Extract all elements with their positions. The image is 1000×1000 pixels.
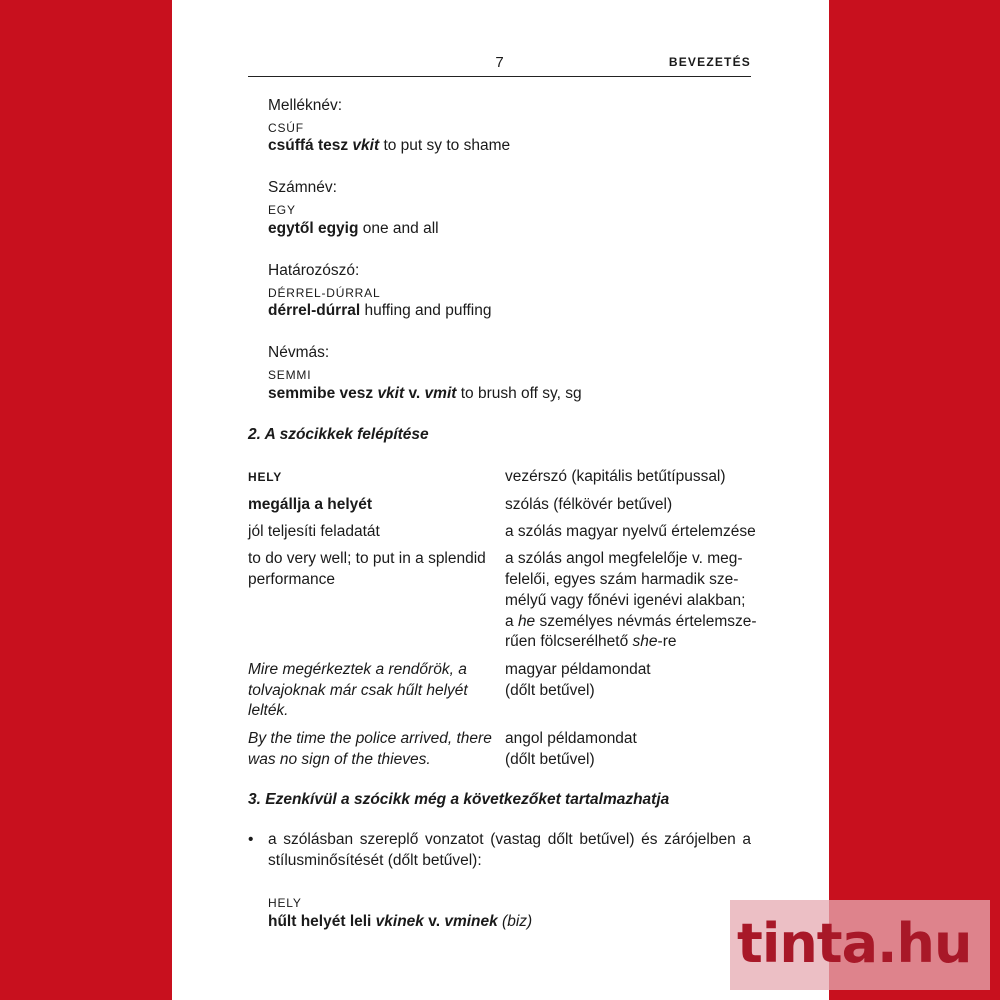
headword-csuf: CSÚF <box>268 121 304 135</box>
idiom-example-hely: hűlt helyét leli vkinek v. vminek (biz) <box>268 913 533 930</box>
pos-label-adjective: Melléknév: <box>268 97 343 114</box>
row2-right: szólás (félkövér betűvel) <box>505 496 673 513</box>
bullet-icon: • <box>248 831 254 848</box>
bullet-line2: stílusminősítését (dőlt betűvel): <box>268 852 482 869</box>
section-title: BEVEZETÉS <box>668 55 751 69</box>
idiom-line-1: csúffá tesz vkit to put sy to shame <box>268 137 511 154</box>
row6-left-line1: By the time the police arrived, there <box>248 730 492 747</box>
page-number: 7 <box>495 54 504 71</box>
headword-semmi: SEMMI <box>268 368 312 382</box>
row1-right: vezérszó (kapitális betűtípussal) <box>505 468 726 485</box>
pos-label-numeral: Számnév: <box>268 179 337 196</box>
row4-right-line3: mélyű vagy főnévi igenévi alakban; <box>505 592 746 609</box>
row5-left-line1: Mire megérkeztek a rendőrök, a <box>248 661 467 678</box>
row2-left: megállja a helyét <box>248 496 373 513</box>
running-header <box>248 54 751 77</box>
row4-right-line5: rűen fölcserélhető she-re <box>505 633 677 650</box>
row4-left-line1: to do very well; to put in a splendid <box>248 550 486 567</box>
row4-right-line2: felelői, egyes szám harmadik sze- <box>505 571 739 588</box>
row3-left: jól teljesíti feladatát <box>248 523 380 540</box>
row5-left-line3: lelték. <box>248 702 289 719</box>
watermark-logo: tinta.hu <box>737 912 972 975</box>
section-2-heading: 2. A szócikkek felépítése <box>248 426 429 443</box>
row1-left: HELY <box>248 470 283 484</box>
section-3-heading: 3. Ezenkívül a szócikk még a következőket tartalmazhatja <box>248 791 670 808</box>
idiom-line-4: semmibe vesz vkit v. vmit to brush off sy, sg <box>268 385 582 402</box>
row3-right: a szólás magyar nyelvű értelemzése <box>505 523 756 540</box>
headword-derrel-durral: DÉRREL-DÚRRAL <box>268 286 381 300</box>
headword-hely: HELY <box>268 896 302 910</box>
bullet-line1: a szólásban szereplő vonzatot (vastag dőlt betűvel) és zárójelben a <box>268 831 751 848</box>
row5-right-line1: magyar példamondat <box>505 661 651 678</box>
row6-left-line2: was no sign of the thieves. <box>248 751 431 768</box>
row4-right-line4: a he személyes névmás értelemsze- <box>505 613 757 630</box>
idiom-line-3: dérrel-dúrral huffing and puffing <box>268 302 492 319</box>
row4-left-line2: performance <box>248 571 336 588</box>
pos-label-adverb: Határozószó: <box>268 262 360 279</box>
row6-right-line1: angol példamondat <box>505 730 637 747</box>
row5-left-line2: tolvajoknak már csak hűlt helyét <box>248 682 468 699</box>
row5-right-line2: (dőlt betűvel) <box>505 682 595 699</box>
headword-egy: EGY <box>268 203 296 217</box>
idiom-line-2: egytől egyig one and all <box>268 220 439 237</box>
row4-right-line1: a szólás angol megfelelője v. meg- <box>505 550 743 567</box>
pos-label-pronoun: Névmás: <box>268 344 330 361</box>
row6-right-line2: (dőlt betűvel) <box>505 751 595 768</box>
book-page <box>172 0 829 1000</box>
